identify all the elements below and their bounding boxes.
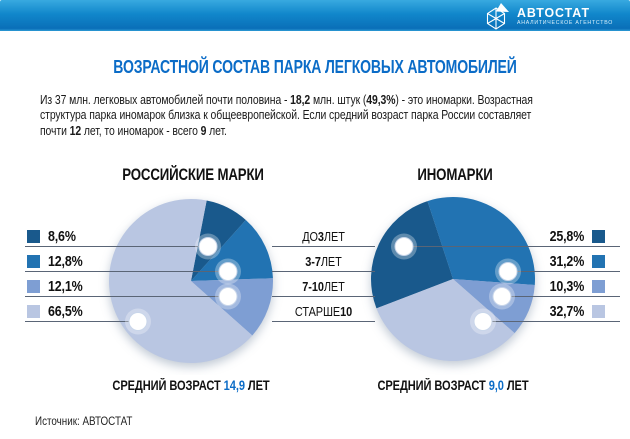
- legend-item-foreign-3: [544, 303, 605, 320]
- age-group-label-3: СТАРШЕ 10: [294, 304, 353, 319]
- legend-value: 10,3%: [549, 278, 584, 295]
- legend-item-foreign-1: [544, 253, 605, 270]
- header-bar: [0, 0, 630, 31]
- legend-swatch: [592, 230, 605, 243]
- brand-subtitle: АНАЛИТИЧЕСКОЕ АГЕНТСТВО: [516, 19, 613, 26]
- slice-marker: [499, 263, 517, 281]
- autostat-logo-icon: [483, 2, 513, 30]
- age-group-label-2: 7-10 ЛЕТ: [302, 279, 345, 294]
- logo-filled-triangle: [496, 3, 509, 12]
- legend-swatch: [592, 305, 605, 318]
- average-age-foreign: СРЕДНИЙ ВОЗРАСТ 9,0 ЛЕТ: [377, 378, 529, 393]
- legend-item-russian-1: [27, 253, 88, 270]
- legend-value: 66,5%: [48, 303, 83, 320]
- legend-item-russian-2: [27, 278, 88, 295]
- intro-text: Из 37 млн. легковых автомобилей почти половина - 18,2 млн. штук (49,3%) - это иномарки. Возрастная структура парка иномарок близка к общеевропейской. Если средний возраст парка России составляет почти 12 лет, то иномарок - всего 9 лет.: [40, 92, 533, 138]
- slice-marker: [219, 263, 237, 281]
- pie-russian: [109, 199, 273, 363]
- slice-marker: [474, 313, 492, 331]
- legend-item-russian-3: [27, 303, 88, 320]
- legend-value: 25,8%: [549, 228, 584, 245]
- slice-marker: [395, 238, 413, 256]
- average-age-russian: СРЕДНИЙ ВОЗРАСТ 14,9 ЛЕТ: [112, 378, 270, 393]
- legend-swatch: [27, 305, 40, 318]
- legend-value: 32,7%: [549, 303, 584, 320]
- legend-swatch: [27, 255, 40, 268]
- legend-swatch: [592, 255, 605, 268]
- slice-marker: [219, 288, 237, 306]
- age-group-label-1: 3-7 ЛЕТ: [305, 254, 342, 269]
- legend-item-foreign-2: [544, 278, 605, 295]
- autostat-logo: [483, 2, 618, 30]
- legend-item-foreign-0: [544, 228, 605, 245]
- legend-swatch: [27, 230, 40, 243]
- page-title: ВОЗРАСТНОЙ СОСТАВ ПАРКА ЛЕГКОВЫХ АВТОМОБИЛЕЙ: [113, 57, 517, 77]
- slice-marker: [493, 288, 511, 306]
- legend-value: 12,1%: [48, 278, 83, 295]
- chart-title-russian-brands: РОССИЙСКИЕ МАРКИ: [122, 165, 264, 184]
- legend-value: 31,2%: [549, 253, 584, 270]
- legend-value: 8,6%: [48, 228, 76, 245]
- slice-marker: [129, 313, 147, 331]
- age-group-label-0: ДО 3 ЛЕТ: [302, 229, 345, 244]
- legend-value: 12,8%: [48, 253, 83, 270]
- legend-swatch: [27, 280, 40, 293]
- slice-marker: [199, 238, 217, 256]
- legend-swatch: [592, 280, 605, 293]
- source-note: Источник: АВТОСТАТ: [35, 414, 133, 428]
- brand-name: АВТОСТАТ: [516, 4, 590, 20]
- chart-title-foreign-brands: ИНОМАРКИ: [417, 165, 493, 184]
- legend-item-russian-0: [27, 228, 80, 245]
